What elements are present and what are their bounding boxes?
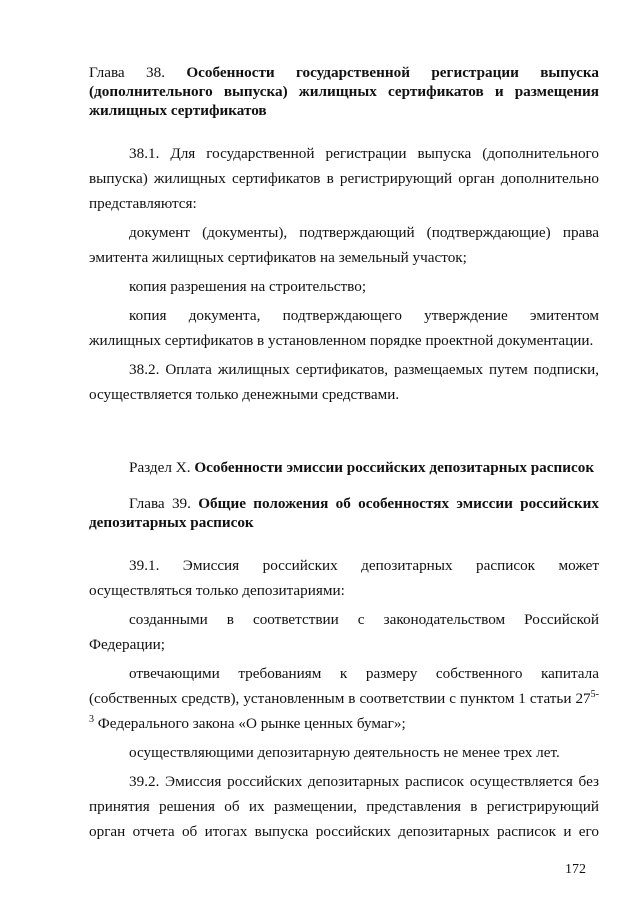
- page-number: 172: [565, 862, 586, 877]
- paragraph-38-1-item-1: документ (документы), подтверждающий (подтверждающие) права эмитента жилищных сертификатов на земельный участок;: [89, 224, 599, 266]
- paragraph-39-1-item-3: осуществляющими депозитарную деятельность не менее трех лет.: [129, 744, 560, 761]
- paragraph-39-1-item-2-text: отвечающими требованиям к размеру собственного капитала (собственных средств), установленным в соответствии с пунктом 1 статьи 27: [89, 665, 599, 707]
- chapter-39-title: Общие положения об особенностях эмиссии российских депозитарных расписок: [89, 495, 599, 531]
- chapter-39-heading: [89, 494, 599, 532]
- section-x-title: Особенности эмиссии российских депозитарных расписок: [194, 459, 595, 476]
- paragraph-39-1-item-1: созданными в соответствии с законодательством Российской Федерации;: [89, 611, 599, 653]
- paragraph-39-1-item-2: [89, 661, 599, 736]
- paragraph-39-1-item-2-tail: Федерального закона «О рынке ценных бумаг»;: [94, 715, 406, 732]
- paragraph-38-1: 38.1. Для государственной регистрации выпуска (дополнительного выпуска) жилищных сертификатов в регистрирующий орган дополнительно представляются:: [89, 145, 599, 212]
- paragraph-38-2: 38.2. Оплата жилищных сертификатов, размещаемых путем подписки, осуществляется только денежными средствами.: [89, 361, 599, 403]
- section-38-body: [89, 141, 599, 407]
- paragraph-39-1: 39.1. Эмиссия российских депозитарных расписок может осуществляться только депозитариями:: [89, 557, 599, 599]
- paragraph-38-1-item-3: копия документа, подтверждающего утверждение эмитентом жилищных сертификатов в установленном порядке проектной документации.: [89, 307, 599, 349]
- chapter-39-prefix: Глава 39.: [129, 495, 199, 512]
- chapter-38-prefix: Глава 38.: [89, 64, 187, 81]
- paragraph-38-1-item-2: копия разрешения на строительство;: [129, 278, 367, 295]
- article-superscript: 5-3: [89, 689, 599, 725]
- section-39-body: [89, 553, 599, 844]
- chapter-38-heading: [89, 63, 599, 120]
- paragraph-39-2: 39.2. Эмиссия российских депозитарных расписок осуществляется без принятия решения об их размещении, представления в регистрирующий орган отчета об итогах выпуска российских депозитарных расписок и его: [89, 773, 599, 840]
- section-x-heading: [89, 458, 599, 477]
- chapter-38-title: Особенности государственной регистрации выпуска (дополнительного выпуска) жилищных сертификатов и размещения жилищных сертификатов: [89, 64, 600, 119]
- section-x-prefix: Раздел X.: [129, 459, 195, 476]
